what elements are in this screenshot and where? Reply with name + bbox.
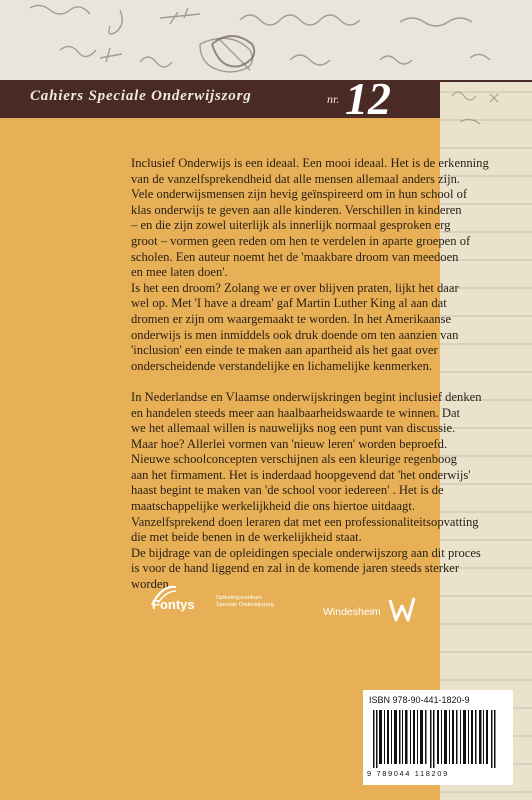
windesheim-logo xyxy=(323,596,423,626)
paragraph: In Nederlandse en Vlaamse onderwijskringen begint inclusief denken en handelen steeds meer aan haalbaarheidswaarde te winnen. Dat we het allemaal willen is nauwelijks nog een punt van discussie. Maar hoe? Allerlei vormen van 'nieuw leren' worden beproefd. Nieuwe schoolconcepten verschijnen als een kleurige regenboog aan het firmament. Het is inderdaad hoopgevend dat 'het onderwijs' haast begint te maken van 'de school voor iedereen' . Het is de maatschappelijke werkelijkheid die ons hiertoe uitdaagt. Vanzelfsprekend doen leraren dat met een professionaliteitsopvatting die met beide benen in de werkelijkheid staat. De bijdrage van de opleidingen speciale onderwijszorg aan dit proces is voor de hand liggend en zal in de komende jaren steeds sterker worden. xyxy=(131,389,482,592)
handwriting-strip xyxy=(0,0,532,80)
back-cover-text xyxy=(131,156,529,608)
paragraph: Inclusief Onderwijs is een ideaal. Een mooi ideaal. Het is de erkenning van de vanzelfsprekendheid dat alle mensen allemaal anders zijn. Vele onderwijsmensen zijn hevig geïnspireerd om in hun school of klas onderwijs te geven aan alle kinderen. Verschillen in kinderen – en die zijn zowel uiterlijk als innerlijk normaal gesproken erg groot – vormen geen reden om hen te verdelen in aparte groepen of scholen. Een auteur noemt het de 'maakbare droom van meedoen en mee laten doen'. Is het een droom? Zolang we er over blijven praten, lijkt het daar wel op. Met 'I have a dream' gaf Martin Luther King al aan dat dromen er zijn om waargemaakt te worden. In het Amerikaanse onderwijs is men inmiddels ook druk doende om ten aanzien van 'inclusion' een einde te maken aan apartheid als het gaat over onderscheidende verstandelijke en lichamelijke kenmerken. xyxy=(131,156,489,373)
fontys-logo xyxy=(140,583,300,619)
handwriting-illustration xyxy=(0,0,532,80)
fontys-name: Fontys xyxy=(152,597,195,612)
issue-label: nr. xyxy=(327,92,340,106)
isbn-number: ISBN 978-90-441-1820-9 xyxy=(369,695,470,705)
issue-number: 12 xyxy=(345,73,391,124)
windesheim-w-icon xyxy=(388,596,416,622)
barcode-digits: 9 789044 118209 xyxy=(367,769,449,778)
barcode-icon xyxy=(373,710,503,768)
isbn-barcode-box xyxy=(363,690,513,785)
windesheim-name: Windesheim xyxy=(323,606,381,618)
fontys-subtitle: Opleidingscentrum Speciale Onderwijszorg xyxy=(216,595,274,608)
series-title: Cahiers Speciale Onderwijszorg xyxy=(30,88,252,104)
